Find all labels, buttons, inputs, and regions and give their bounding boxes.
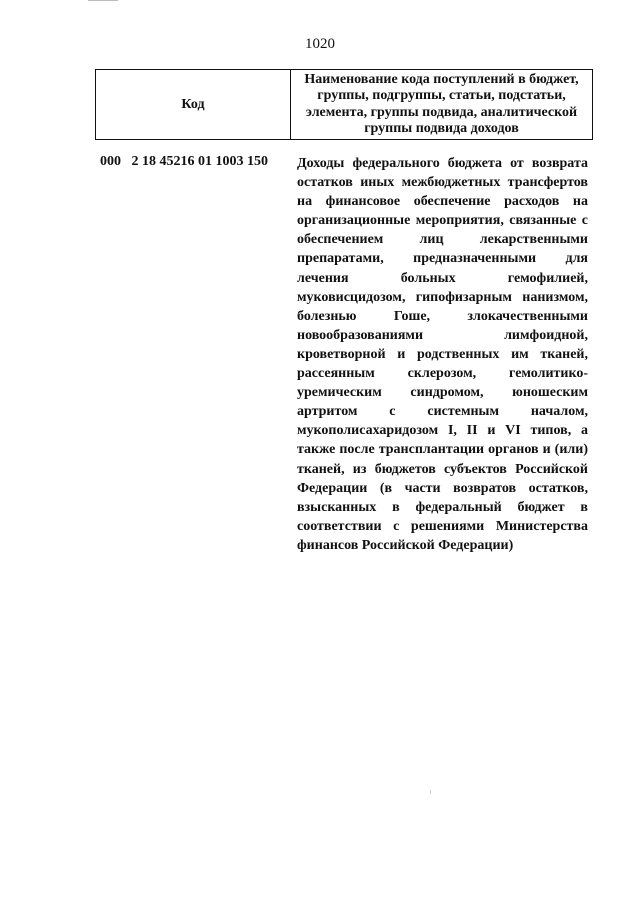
scan-artifact-dot (430, 790, 431, 794)
table-header (95, 69, 593, 140)
row-income-code: 000 2 18 45216 01 1003 150 (100, 154, 268, 169)
page-number: 1020 (305, 36, 335, 52)
row-income-description: Доходы федерального бюджета от возврата остатков иных межбюджетных трансфертов на финансовое обеспечение расходов на организационные мероприятия, связанные с обеспечением лиц лекарственными препаратами, предназначенными для лечения больных гемофилией, муковисцидозом, гипофизарным нанизмом, болезнью Гоше, злокачественными новообразованиями лимфоидной, кроветворной и родственных им тканей, рассеянным склерозом, гемолитико-уремическим синдромом, юношеским артритом с системным началом, мукополисахаридозом I, II и VI типов, а также после трансплантации органов и (или) тканей, из бюджетов субъектов Российской Федерации (в части возвратов остатков, взысканных в федеральный бюджет в соответствии с решениями Министерства финансов Российской Федерации) (297, 156, 588, 553)
scan-artifact-line (88, 0, 118, 1)
header-name-column: Наименование кода поступлений в бюджет, группы, подгруппы, статьи, подстатьи, элемента, группы подвида, аналитической группы подвида доходов (304, 71, 579, 136)
header-code-column: Код (96, 70, 291, 139)
